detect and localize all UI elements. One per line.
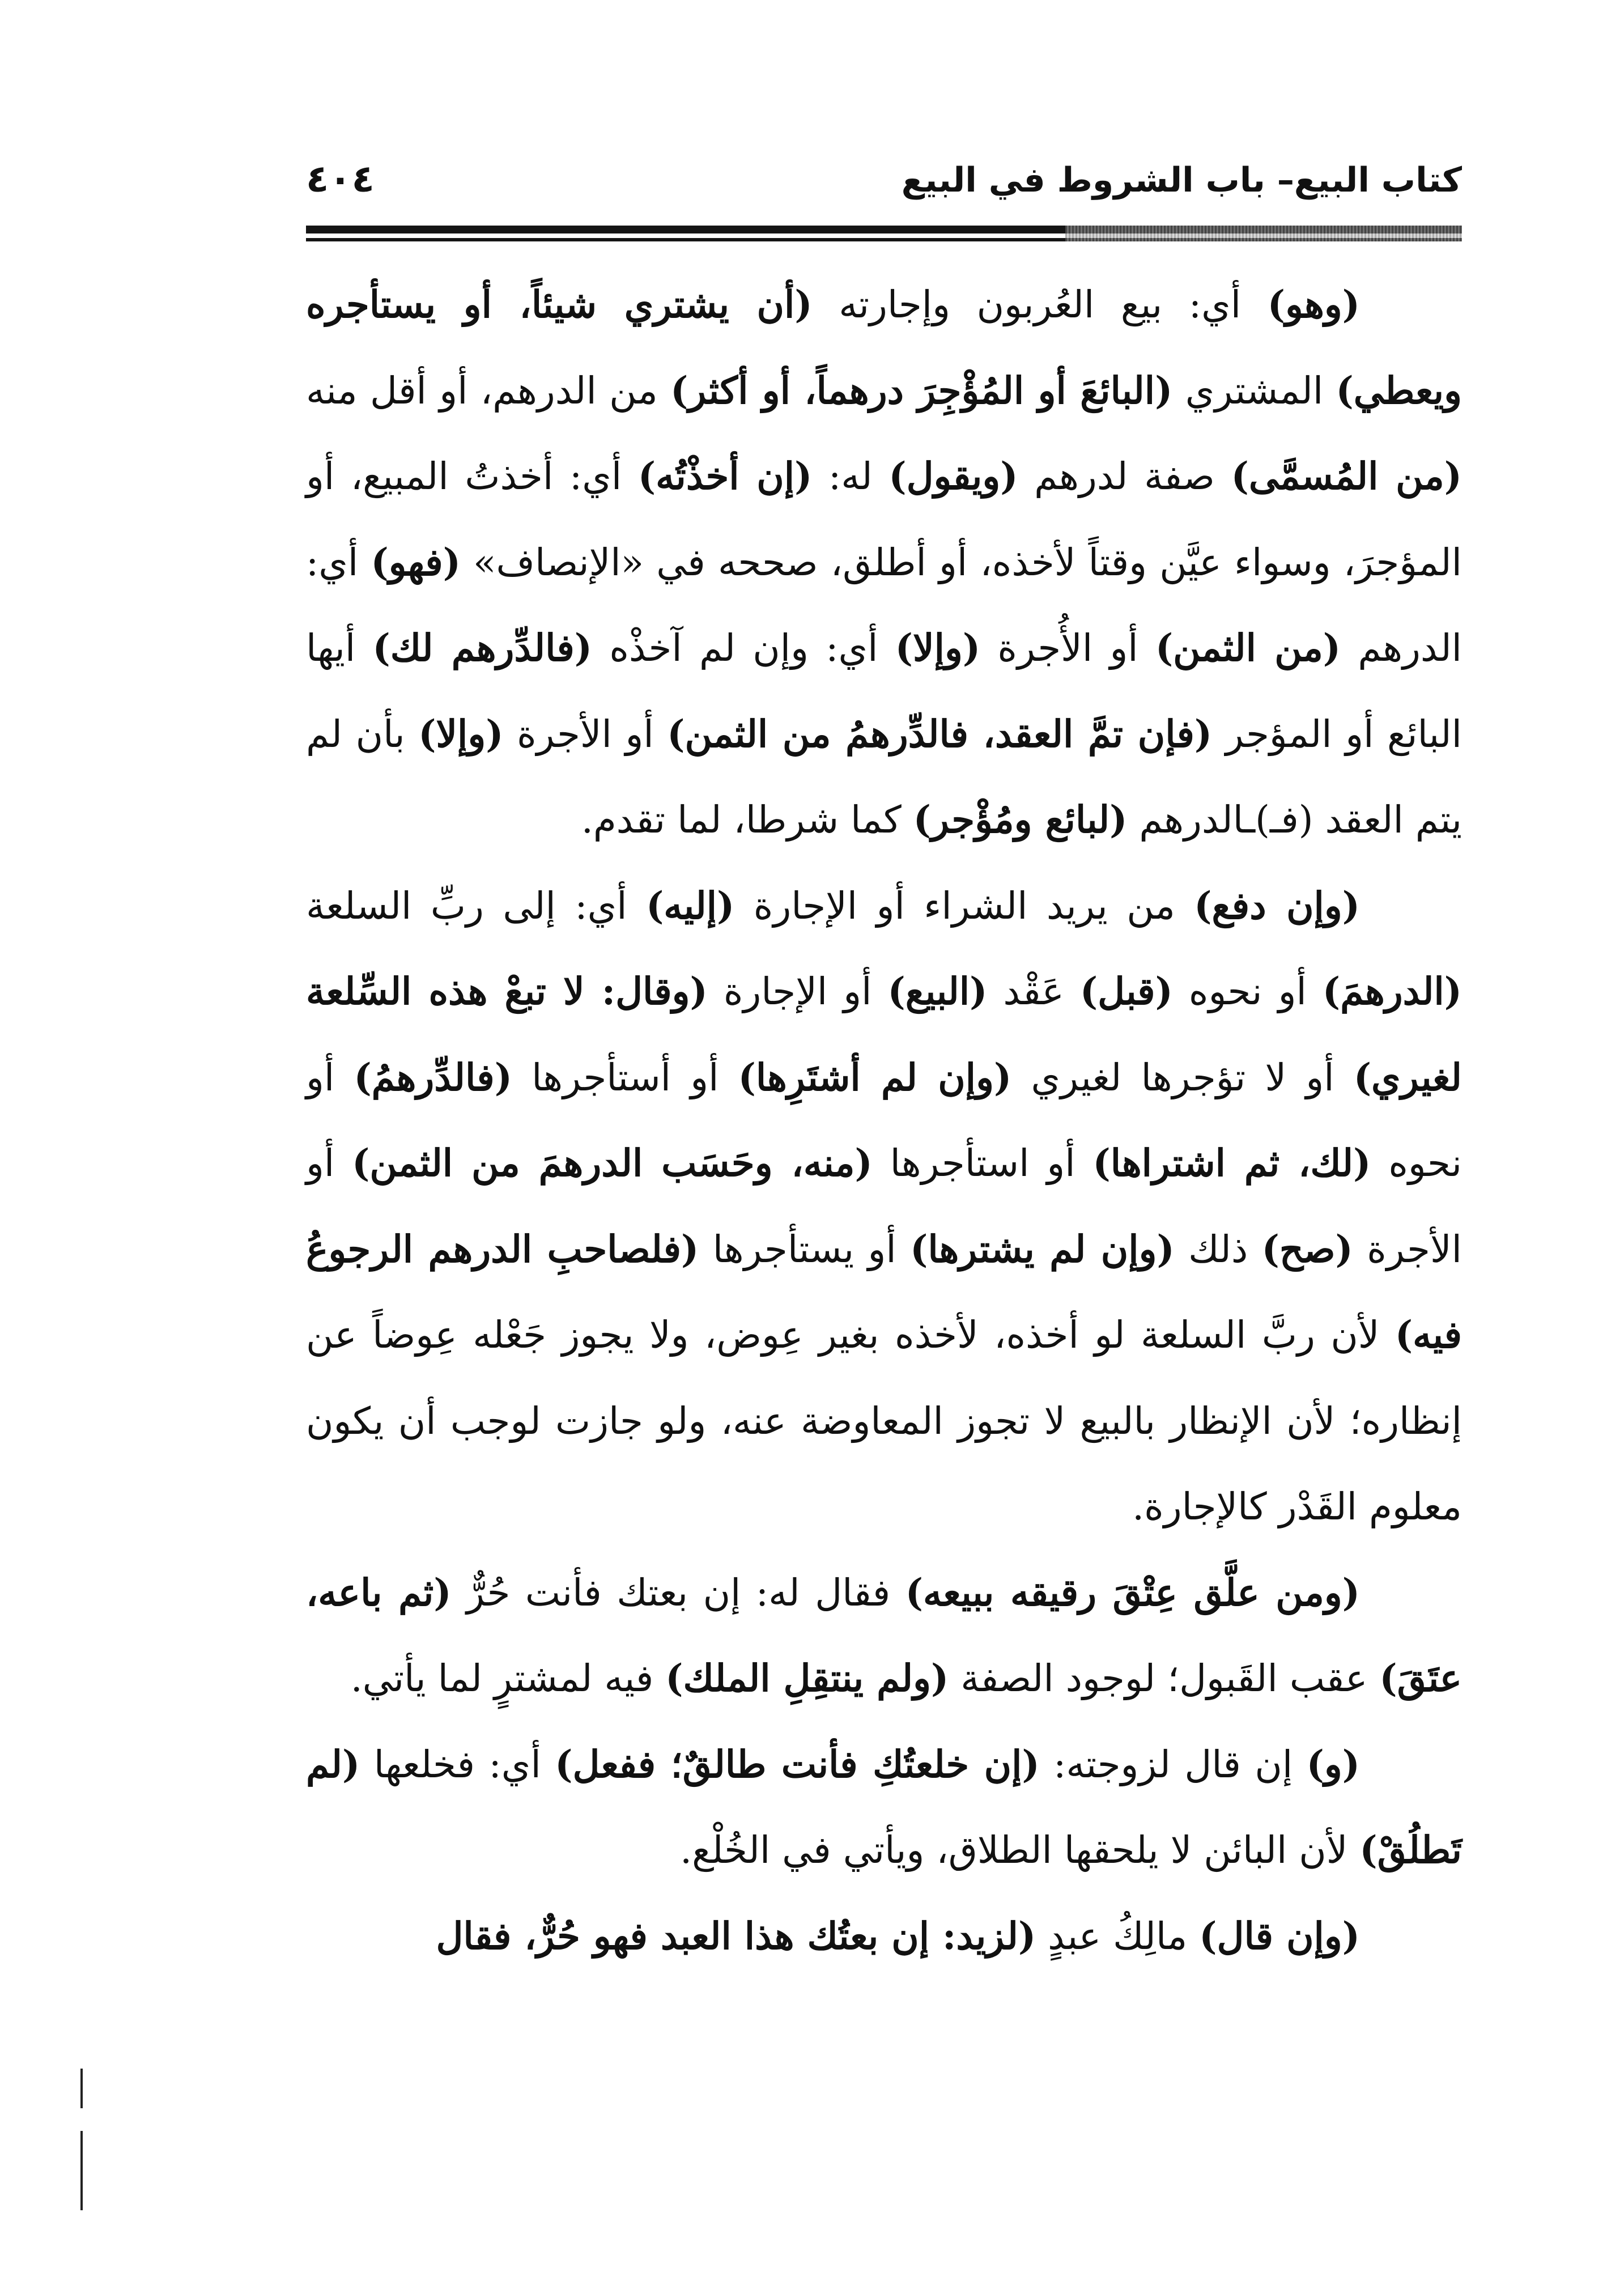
matn-text: (و) <box>1306 1742 1360 1786</box>
matn-text: (إن خلعتُكِ فأنت طالقٌ؛ ففعل) <box>555 1742 1040 1786</box>
commentary-text: مالِكُ عبدٍ <box>1036 1914 1200 1958</box>
matn-text: (لبائع ومُؤْجر) <box>913 797 1128 842</box>
commentary-text: فيه لمشترٍ لما يأتي. <box>350 1657 666 1700</box>
matn-text: (أن يشتري شيئاً، أو يستأجره ويعطي) <box>306 282 1462 413</box>
commentary-text: أو الإجارة <box>707 970 888 1013</box>
running-title: كتاب البيع– باب الشروط في البيع <box>901 160 1462 200</box>
matn-text: (وهو) <box>1267 282 1360 326</box>
commentary-text: أيها البائع أو المؤجر <box>306 626 1463 756</box>
commentary-text: أو الأجرة <box>306 1141 1462 1271</box>
matn-text: (وإن لم يشترها) <box>910 1226 1175 1271</box>
matn-text: (ومن علَّق عِتْقَ رقيقه ببيعه) <box>905 1570 1360 1615</box>
matn-text: (وإن دفع) <box>1194 883 1360 928</box>
commentary-text: صفة لدرهم <box>1018 455 1231 498</box>
matn-text: (ولم ينتقِلِ الملك) <box>665 1656 949 1700</box>
commentary-text: أو أستأجرها <box>512 1055 738 1099</box>
matn-text: (ويقول) <box>888 454 1018 498</box>
matn-text: (فالدِّرهم لك) <box>372 626 593 670</box>
commentary-text: عَقْد <box>987 970 1080 1013</box>
body-text <box>306 262 1462 1979</box>
commentary-text: أو نحوه <box>306 1055 1462 1185</box>
commentary-text: أو نحوه <box>1172 970 1323 1013</box>
commentary-text: أي: أخذتُ المبيع، أو المؤجرَ، وسواء عيَّن وقتاً لأخذه، أو أطلق، صححه في «الإنصاف» <box>306 455 1463 584</box>
commentary-text: لأن البائن لا يلحقها الطلاق، ويأتي في الخُلْع. <box>680 1828 1360 1872</box>
paragraph-conditional-divorce <box>306 1722 1462 1893</box>
matn-text: (فهو) <box>371 540 461 584</box>
page-header <box>306 153 1462 215</box>
matn-text: (من الثمن) <box>1155 626 1341 670</box>
commentary-text: كما شرطا، لما تقدم. <box>581 798 913 842</box>
matn-text: (لم تَطلُقْ) <box>306 1742 1462 1872</box>
matn-text: (ثم باعه، عتَقَ) <box>306 1570 1462 1700</box>
commentary-text: بأن لم يتم العقد (فـ)ـالدرهم <box>306 712 1462 842</box>
commentary-text: أي: وإن لم آخذْه <box>592 626 895 670</box>
commentary-text: أو لا تؤجرها لغيري <box>1011 1055 1354 1099</box>
commentary-text: أو الأجرة <box>503 712 668 756</box>
commentary-text: لأن ربَّ السلعة لو أخذه، لأخذه بغير عِوض، ولا يجوز جَعْله عِوضاً عن إنظاره؛ لأن الإنظار بالبيع لا تجوز المعاوضة عنه، ولو جازت لوجب أن يكون معلوم القَدْر كالإجارة. <box>306 1313 1462 1528</box>
matn-text: (وقال: لا تبعْ هذه السِّلعة لغيري) <box>306 969 1462 1099</box>
matn-text: (صح) <box>1261 1226 1353 1271</box>
commentary-text: أي: إلى ربِّ السلعة <box>306 884 647 928</box>
commentary-text: من يريد الشراء أو الإجارة <box>734 884 1194 928</box>
commentary-text: أو استأجرها <box>872 1141 1093 1185</box>
matn-text: (لزيد: إن بعتُك هذا العبد فهو حُرٌّ، فقال <box>436 1913 1036 1958</box>
matn-text: (فالدِّرهمُ) <box>354 1055 512 1099</box>
commentary-text: أو الأُجرة <box>980 626 1155 670</box>
header-rule-shading <box>1065 226 1462 241</box>
paragraph-slave-owner-statement <box>306 1893 1462 1980</box>
matn-text: (وإن لم أشتَرِها) <box>738 1055 1012 1099</box>
commentary-text: المشتري <box>1172 368 1336 413</box>
matn-text: (وإلا) <box>418 711 504 756</box>
commentary-text: عقب القَبول؛ لوجود الصفة <box>949 1657 1380 1700</box>
commentary-text: إن قال لزوجته: <box>1039 1742 1307 1786</box>
matn-text: (قبل) <box>1079 969 1173 1013</box>
matn-text: (الدرهمَ) <box>1322 969 1462 1013</box>
matn-text: (وإلا) <box>895 626 981 670</box>
commentary-text: أي: فخلعها <box>360 1742 555 1786</box>
paragraph-urbun-definition <box>306 262 1462 863</box>
matn-text: (فلصاحبِ الدرهم الرجوعُ فيه) <box>306 1226 1462 1357</box>
paragraph-advance-dirham <box>306 863 1462 1550</box>
commentary-text: له: <box>812 455 889 498</box>
commentary-text: ذلك <box>1174 1227 1262 1271</box>
page-number: ٤٠٤ <box>306 157 375 201</box>
commentary-text: أي: الدرهم <box>306 540 1463 670</box>
matn-text: (فإن تمَّ العقد، فالدِّرهمُ من الثمن) <box>667 711 1213 756</box>
matn-text: (من المُسمَّى) <box>1231 454 1462 498</box>
matn-text: (منه، وحَسَب الدرهمَ من الثمن) <box>352 1141 873 1185</box>
commentary-text: أو يستأجرها <box>699 1227 911 1271</box>
matn-text: (إليه) <box>646 883 735 928</box>
commentary-text: أي: بيع العُربون وإجارته <box>812 283 1268 326</box>
matn-text: (البيع) <box>887 969 988 1013</box>
commentary-text: فقال له: إن بعتك فأنت حُرٌّ <box>451 1570 905 1615</box>
margin-scan-mark <box>80 2069 83 2108</box>
margin-scan-mark <box>80 2131 83 2210</box>
commentary-text: من الدرهم، أو أقل منه <box>306 368 671 413</box>
matn-text: (وإن قال) <box>1199 1913 1360 1958</box>
matn-text: (البائعَ أو المُؤْجِرَ درهماً، أو أكثر) <box>670 368 1173 413</box>
paragraph-conditional-manumission <box>306 1550 1462 1722</box>
matn-text: (إن أخذْتُه) <box>637 454 813 498</box>
matn-text: (لك، ثم اشتراها) <box>1092 1141 1371 1185</box>
